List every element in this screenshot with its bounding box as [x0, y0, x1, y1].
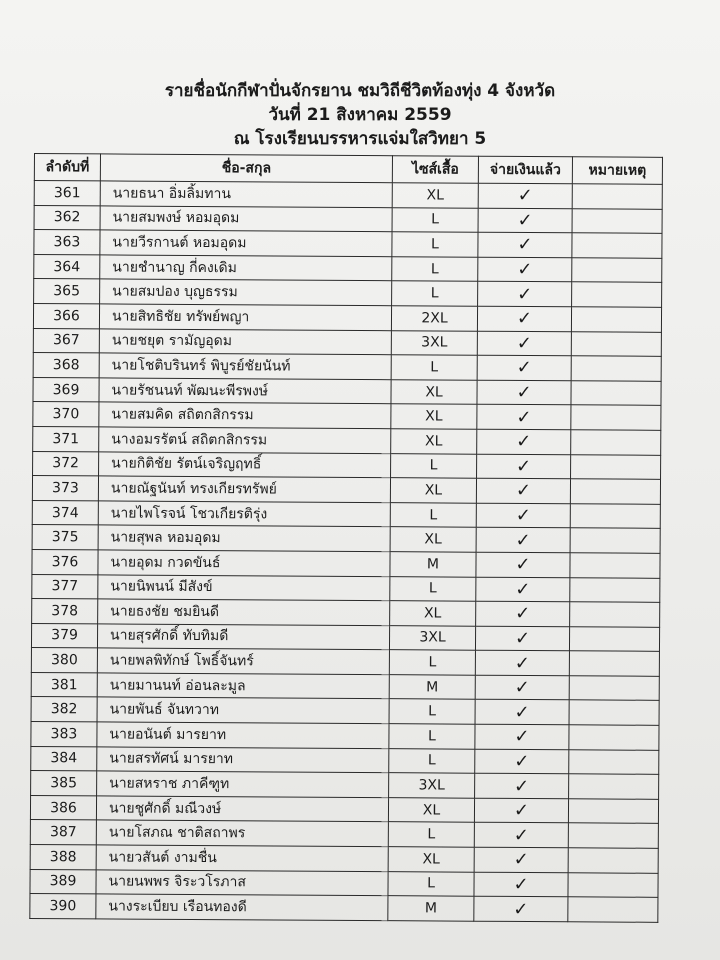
table-row — [33, 426, 661, 454]
row-number: 373 — [32, 476, 98, 501]
row-name: นายธงชัย ชมยินดี — [98, 599, 390, 625]
row-shirt-size: XL — [390, 527, 476, 552]
table-row — [32, 525, 660, 553]
document-title: รายชื่อนักกีฬาปั่นจักรยาน ชมวิถีชีวิตท้องทุ่ง 4 จังหวัด — [164, 81, 556, 101]
table-row — [31, 623, 659, 651]
paid-check-icon: ✓ — [476, 528, 570, 553]
column-header-number: ลำดับที่ — [34, 154, 100, 181]
table-row — [30, 845, 658, 873]
column-header-name: ชื่อ-สกุล — [100, 154, 392, 183]
row-remarks — [568, 872, 658, 897]
row-remarks — [571, 381, 661, 406]
row-remarks — [569, 700, 659, 725]
row-remarks — [569, 626, 659, 651]
row-remarks — [571, 405, 661, 430]
row-remarks — [571, 356, 661, 381]
table-row — [32, 599, 660, 627]
row-number: 382 — [31, 697, 97, 722]
row-name: นายวสันต์ งามชื่น — [96, 845, 388, 871]
row-remarks — [568, 823, 658, 848]
row-number: 387 — [30, 820, 96, 845]
row-number: 385 — [31, 771, 97, 796]
table-row — [33, 402, 661, 430]
paid-check-icon: ✓ — [476, 503, 570, 528]
paid-check-icon: ✓ — [475, 700, 569, 725]
row-name: นายอนันต์ มารยาท — [97, 722, 389, 748]
paid-check-icon: ✓ — [475, 675, 569, 700]
row-shirt-size: XL — [388, 847, 474, 872]
table-row — [34, 254, 662, 282]
row-shirt-size: XL — [392, 183, 478, 208]
row-name: นายชำนาญ กี่คงเดิม — [100, 255, 392, 281]
table-row — [31, 648, 659, 676]
row-shirt-size: L — [389, 748, 475, 773]
row-shirt-size: L — [391, 453, 477, 478]
row-name: นายสิทธิชัย ทรัพย์พญา — [99, 304, 391, 330]
row-name: นางอมรรัตน์ สถิตกสิกรรม — [99, 427, 391, 453]
row-remarks — [569, 676, 659, 701]
row-number: 379 — [31, 623, 97, 648]
paid-check-icon: ✓ — [474, 847, 568, 872]
row-remarks — [571, 454, 661, 479]
row-remarks — [572, 233, 662, 258]
row-remarks — [572, 258, 662, 283]
row-shirt-size: L — [389, 650, 475, 675]
row-shirt-size: L — [392, 281, 478, 306]
row-name: นายวีรกานต์ หอมอุดม — [100, 230, 392, 256]
row-name: นายชยุต รามัญอุดม — [99, 328, 391, 354]
row-number: 378 — [32, 599, 98, 624]
row-number: 371 — [33, 426, 99, 451]
table-row — [33, 451, 661, 479]
paid-check-icon: ✓ — [478, 232, 572, 257]
row-remarks — [570, 504, 660, 529]
table-row — [30, 795, 658, 823]
table-row — [34, 181, 662, 209]
paid-check-icon: ✓ — [477, 355, 571, 380]
row-shirt-size: XL — [388, 798, 474, 823]
row-number: 380 — [31, 648, 97, 673]
paid-check-icon: ✓ — [476, 601, 570, 626]
row-number: 390 — [30, 894, 96, 919]
row-shirt-size: L — [389, 724, 475, 749]
row-name: นายสรทัศน์ มารยาท — [97, 747, 389, 773]
row-name: นายสมพงษ์ หอมอุดม — [100, 205, 392, 231]
row-remarks — [570, 602, 660, 627]
row-number: 365 — [34, 279, 100, 304]
row-number: 362 — [34, 205, 100, 230]
paid-check-icon: ✓ — [478, 257, 572, 282]
row-name: นายโสภณ ชาติสถาพร — [96, 820, 388, 846]
paid-check-icon: ✓ — [477, 454, 571, 479]
row-number: 370 — [33, 402, 99, 427]
row-name: นายโชติบรินทร์ พิบูรย์ชัยนันท์ — [99, 353, 391, 379]
paid-check-icon: ✓ — [477, 306, 571, 331]
row-shirt-size: 2XL — [391, 306, 477, 331]
row-remarks — [570, 479, 660, 504]
row-shirt-size: XL — [391, 429, 477, 454]
table-row — [30, 869, 658, 897]
row-remarks — [572, 184, 662, 209]
row-name: นายพันธ์ จันทวาท — [97, 697, 389, 723]
row-shirt-size: XL — [391, 379, 477, 404]
row-number: 367 — [33, 328, 99, 353]
table-row — [32, 574, 660, 602]
table-row — [30, 894, 658, 922]
row-name: นายสุพล หอมอุดม — [98, 525, 390, 551]
table-row — [34, 230, 662, 258]
paid-check-icon: ✓ — [474, 872, 568, 897]
row-number: 377 — [32, 574, 98, 599]
paid-check-icon: ✓ — [475, 749, 569, 774]
row-remarks — [571, 307, 661, 332]
row-number: 361 — [34, 181, 100, 206]
row-shirt-size: L — [388, 871, 474, 896]
row-name: นายกิติชัย รัตน์เจริญฤทธิ์ — [99, 451, 391, 477]
row-name: นายชูศักดิ์ มณีวงษ์ — [96, 796, 388, 822]
table-row — [33, 328, 661, 356]
paid-check-icon: ✓ — [478, 208, 572, 233]
row-shirt-size: 3XL — [389, 773, 475, 798]
row-number: 369 — [33, 377, 99, 402]
row-shirt-size: M — [389, 675, 475, 700]
row-remarks — [570, 553, 660, 578]
paid-check-icon: ✓ — [477, 429, 571, 454]
row-number: 381 — [31, 672, 97, 697]
table-row — [31, 672, 659, 700]
row-remarks — [569, 651, 659, 676]
paid-check-icon: ✓ — [474, 823, 568, 848]
row-number: 364 — [34, 254, 100, 279]
row-remarks — [568, 799, 658, 824]
paid-check-icon: ✓ — [477, 380, 571, 405]
row-shirt-size: L — [392, 256, 478, 281]
row-number: 368 — [33, 353, 99, 378]
row-number: 376 — [32, 549, 98, 574]
row-remarks — [570, 577, 660, 602]
row-shirt-size: XL — [391, 404, 477, 429]
row-name: นายอุดม กวดขันธ์ — [98, 550, 390, 576]
row-number: 366 — [33, 303, 99, 328]
row-number: 388 — [30, 845, 96, 870]
row-remarks — [569, 749, 659, 774]
row-shirt-size: L — [389, 699, 475, 724]
row-remarks — [568, 848, 658, 873]
row-name: นายนพพร จิระวโรภาส — [96, 870, 388, 896]
row-name: นายไพโรจน์ โชวเกียรติรุ่ง — [98, 501, 390, 527]
row-shirt-size: L — [390, 502, 476, 527]
row-shirt-size: XL — [390, 601, 476, 626]
paid-check-icon: ✓ — [475, 626, 569, 651]
row-shirt-size: L — [392, 232, 478, 257]
row-shirt-size: 3XL — [391, 330, 477, 355]
table-row — [31, 697, 659, 725]
row-number: 386 — [30, 795, 96, 820]
table-row — [31, 746, 659, 774]
row-name: นายนิพนน์ มีสังข์ — [98, 574, 390, 600]
table-row — [30, 820, 658, 848]
row-name: นายณัฐนันท์ ทรงเกียรทรัพย์ — [98, 476, 390, 502]
paid-check-icon: ✓ — [475, 773, 569, 798]
row-name: นายธนา อิ่มลิ้มทาน — [100, 181, 392, 207]
row-remarks — [569, 774, 659, 799]
row-number: 363 — [34, 230, 100, 255]
row-shirt-size: L — [391, 355, 477, 380]
table-row — [31, 771, 659, 799]
table-row — [32, 549, 660, 577]
row-remarks — [570, 528, 660, 553]
table-header-row — [34, 154, 662, 185]
table-row — [34, 279, 662, 307]
column-header-remarks: หมายเหตุ — [572, 157, 662, 185]
row-shirt-size: 3XL — [389, 625, 475, 650]
row-remarks — [569, 725, 659, 750]
participant-table — [29, 153, 663, 923]
row-name: นายสหราช ภาคีฑูท — [97, 771, 389, 797]
paid-check-icon: ✓ — [476, 577, 570, 602]
row-shirt-size: M — [388, 896, 474, 921]
table-row — [34, 205, 662, 233]
row-remarks — [572, 282, 662, 307]
row-number: 374 — [32, 500, 98, 525]
row-number: 384 — [31, 746, 97, 771]
row-number: 372 — [33, 451, 99, 476]
paid-check-icon: ✓ — [476, 552, 570, 577]
row-name: นายมานนท์ อ่อนละมูล — [97, 673, 389, 699]
row-number: 383 — [31, 722, 97, 747]
row-shirt-size: XL — [390, 478, 476, 503]
row-name: นายพลพิทักษ์ โพธิ์จันทร์ — [97, 648, 389, 674]
paid-check-icon: ✓ — [474, 896, 568, 921]
row-remarks — [571, 430, 661, 455]
row-name: นายสมปอง บุญธรรม — [100, 279, 392, 305]
row-number: 389 — [30, 869, 96, 894]
row-shirt-size: M — [390, 552, 476, 577]
paid-check-icon: ✓ — [475, 724, 569, 749]
row-number: 375 — [32, 525, 98, 550]
row-remarks — [568, 897, 658, 922]
paid-check-icon: ✓ — [478, 282, 572, 307]
column-header-shirt-size: ไซส์เสื้อ — [392, 156, 478, 184]
table-row — [32, 476, 660, 504]
paid-check-icon: ✓ — [474, 798, 568, 823]
row-shirt-size: L — [392, 207, 478, 232]
row-remarks — [572, 208, 662, 233]
row-shirt-size: L — [390, 576, 476, 601]
row-name: นายรัชนนท์ พัฒนะพีรพงษ์ — [99, 378, 391, 404]
paid-check-icon: ✓ — [478, 183, 572, 208]
table-row — [32, 500, 660, 528]
paid-check-icon: ✓ — [476, 478, 570, 503]
row-name: นางระเบียบ เรือนทองดี — [96, 894, 388, 920]
paid-check-icon: ✓ — [477, 331, 571, 356]
table-row — [33, 353, 661, 381]
row-remarks — [571, 331, 661, 356]
document-venue: ณ โรงเรียนบรรหารแจ่มใสวิทยา 5 — [233, 129, 487, 149]
paid-check-icon: ✓ — [475, 650, 569, 675]
row-shirt-size: L — [388, 822, 474, 847]
document-date: วันที่ 21 สิงหาคม 2559 — [268, 105, 452, 125]
table-row — [33, 377, 661, 405]
table-row — [31, 722, 659, 750]
table-row — [33, 303, 661, 331]
paid-check-icon: ✓ — [477, 405, 571, 430]
row-name: นายสุรศักดิ์ ทับทิมดี — [97, 624, 389, 650]
column-header-paid: จ่ายเงินแล้ว — [478, 156, 572, 184]
row-name: นายสมคิด สถิตกสิกรรม — [99, 402, 391, 428]
